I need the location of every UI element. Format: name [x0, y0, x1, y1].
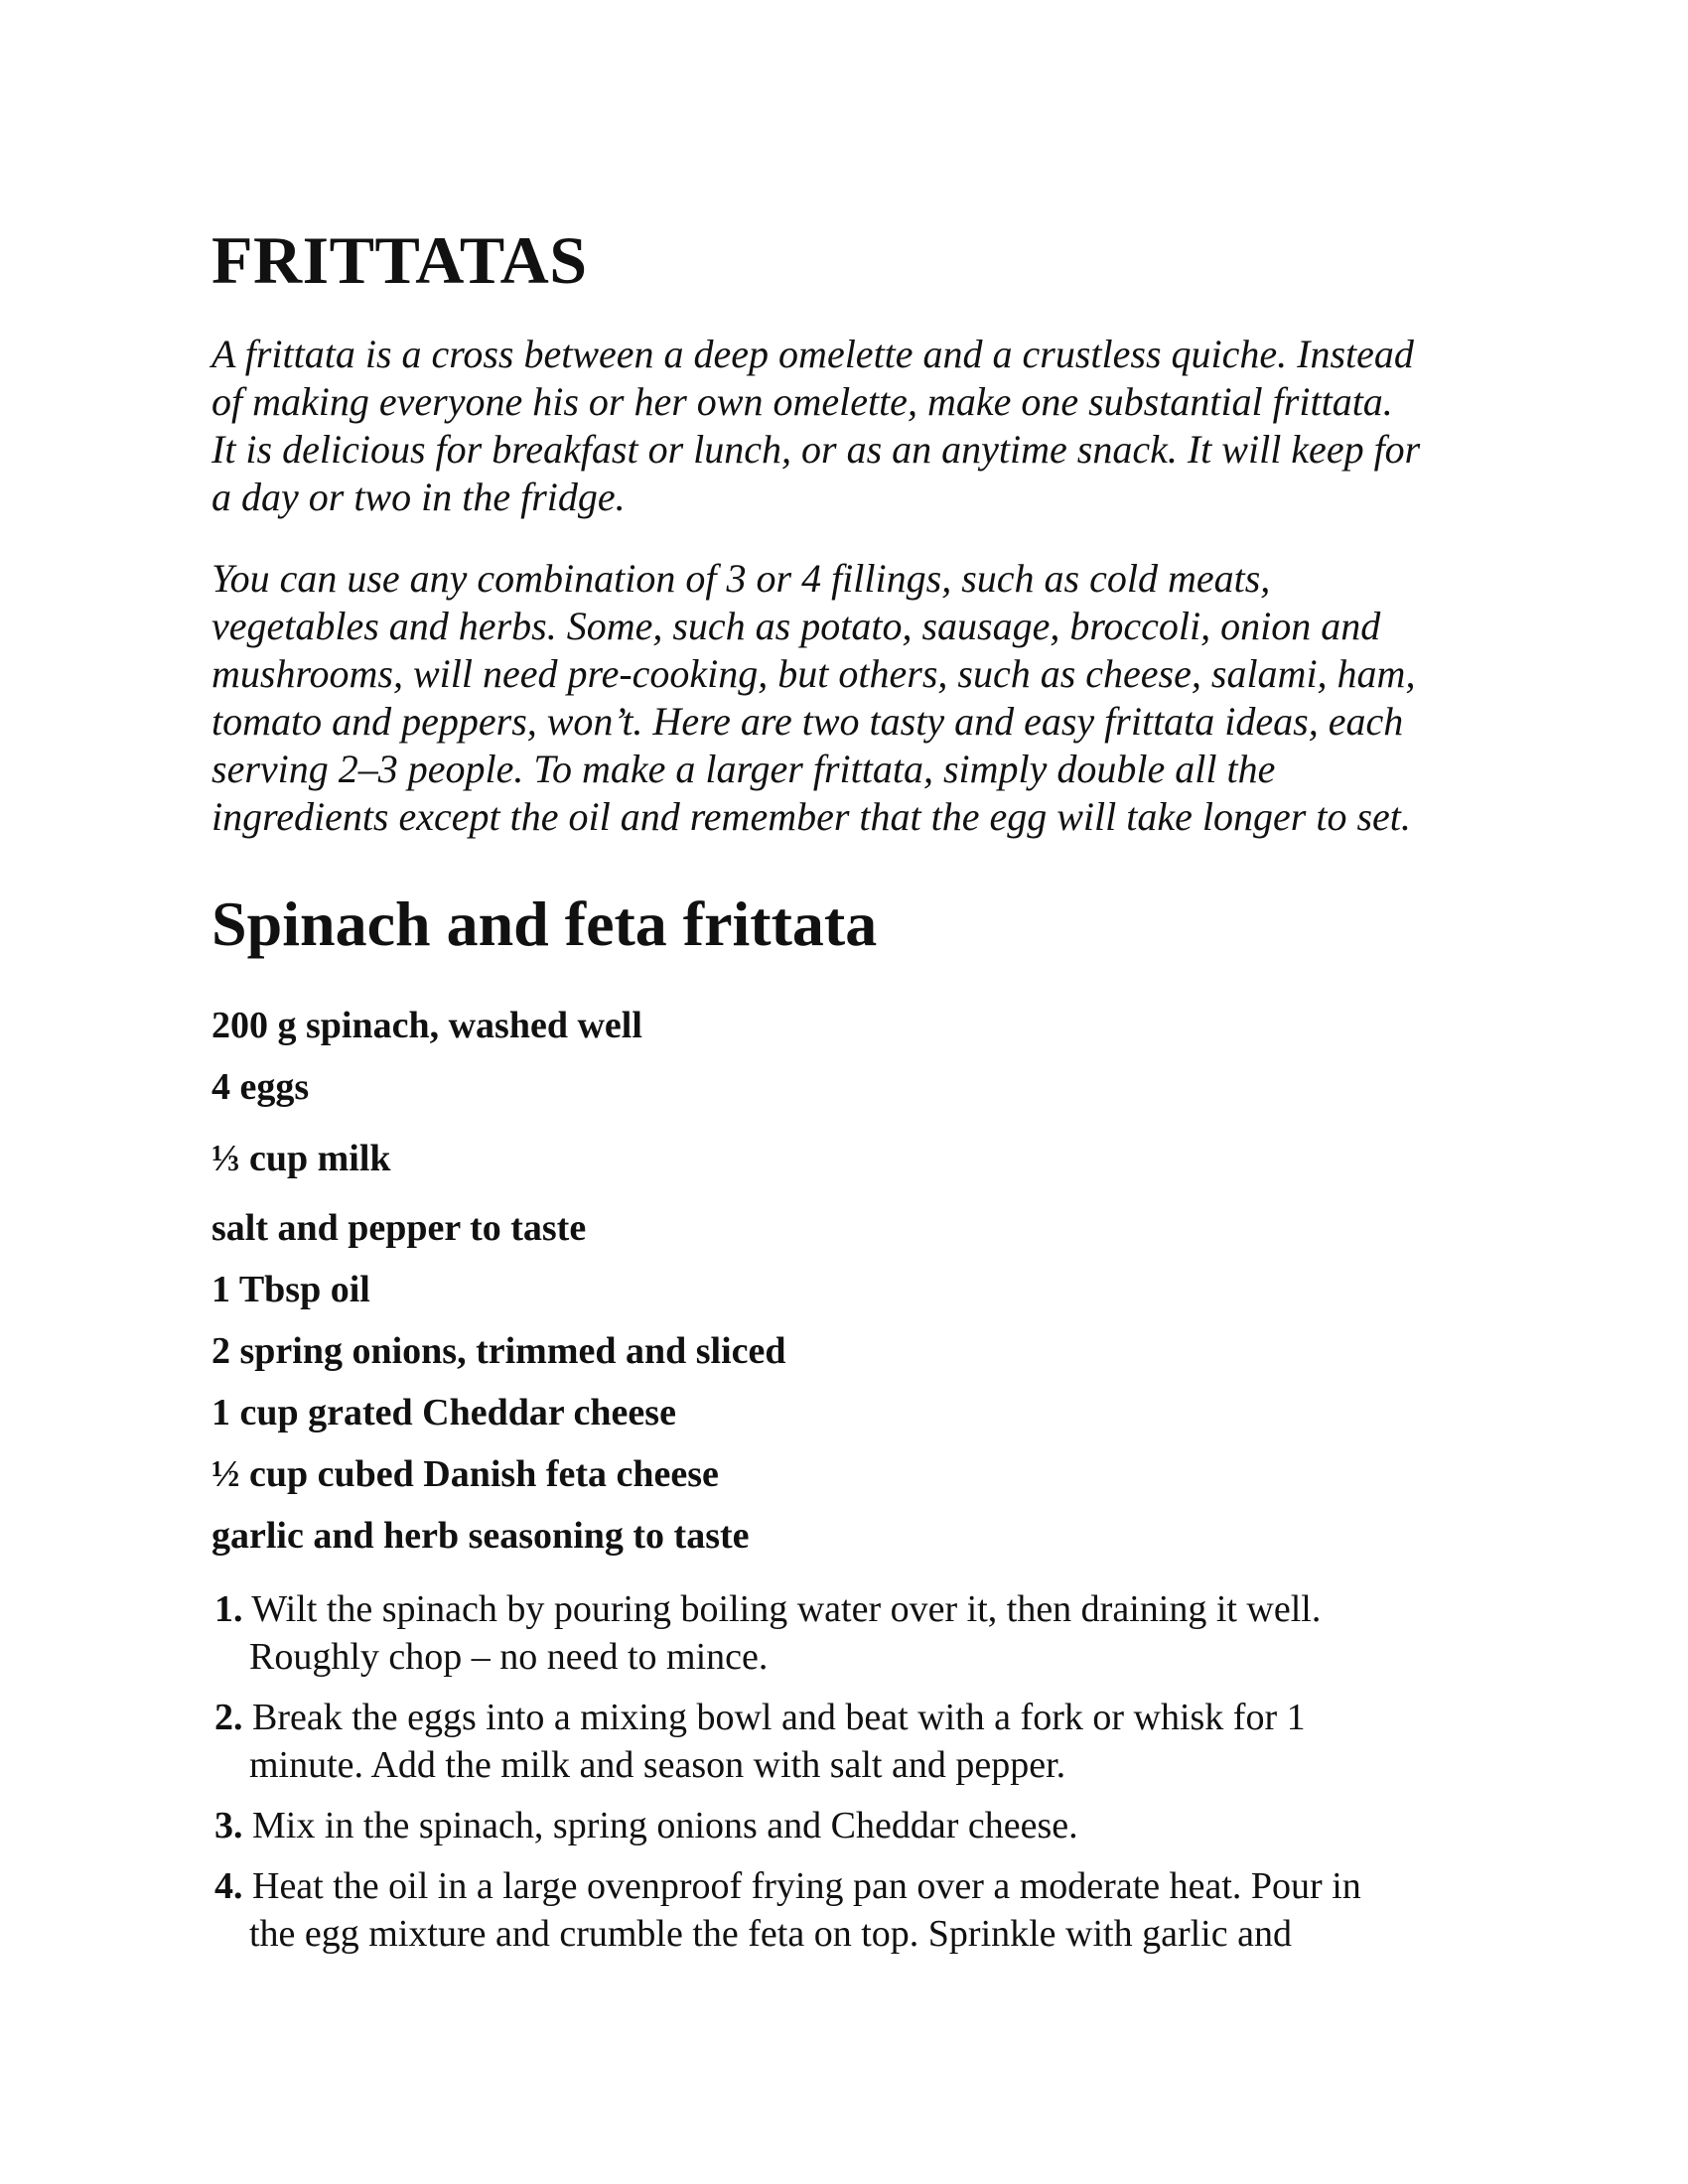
ingredient-item: 200 g spinach, washed well [211, 1005, 642, 1046]
step-number: 2. [214, 1697, 243, 1738]
step-line: the egg mixture and crumble the feta on top. Sprinkle with garlic and [249, 1913, 1292, 1955]
intro-line: ingredients except the oil and remember that the egg will take longer to set. [211, 794, 1411, 839]
step-item [211, 1802, 1502, 1849]
ingredient-item: ⅓ cup milk [211, 1138, 391, 1179]
intro-paragraph-2 [211, 555, 1502, 841]
step-number: 3. [214, 1805, 243, 1846]
document-page [211, 222, 1502, 1971]
intro-line: mushrooms, will need pre-cooking, but others, such as cheese, salami, ham, [211, 651, 1416, 696]
recipe-title: Spinach and feta frittata [211, 888, 878, 959]
ingredient-item: 1 Tbsp oil [211, 1269, 370, 1310]
step-line: minute. Add the milk and season with salt and pepper. [249, 1744, 1066, 1786]
step-number: 1. [214, 1588, 243, 1630]
step-number: 4. [214, 1865, 243, 1907]
ingredient-item: 1 cup grated Cheddar cheese [211, 1392, 676, 1433]
step-item [211, 1862, 1502, 1958]
intro-line: It is delicious for breakfast or lunch, or as an anytime snack. It will keep for [211, 427, 1421, 472]
intro-line: A frittata is a cross between a deep omelette and a crustless quiche. Instead [211, 332, 1414, 376]
method-steps [211, 1585, 1502, 1958]
ingredient-item: 4 eggs [211, 1066, 310, 1108]
intro-line: serving 2–3 people. To make a larger frittata, simply double all the [211, 747, 1276, 791]
step-line: Mix in the spinach, spring onions and Cheddar cheese. [252, 1805, 1078, 1846]
intro-line: of making everyone his or her own omelette, make one substantial frittata. [211, 379, 1393, 424]
ingredient-item: 2 spring onions, trimmed and sliced [211, 1330, 786, 1372]
step-line: Break the eggs into a mixing bowl and beat with a fork or whisk for 1 [252, 1697, 1306, 1738]
intro-line: vegetables and herbs. Some, such as potato, sausage, broccoli, onion and [211, 604, 1381, 648]
intro-line: a day or two in the fridge. [211, 475, 626, 519]
intro-section [211, 331, 1502, 841]
intro-paragraph-1 [211, 331, 1502, 521]
step-line: Heat the oil in a large ovenproof frying pan over a moderate heat. Pour in [252, 1865, 1361, 1907]
ingredient-item: salt and pepper to taste [211, 1207, 587, 1249]
ingredients-list [211, 1004, 1502, 1558]
intro-line: You can use any combination of 3 or 4 fillings, such as cold meats, [211, 556, 1271, 601]
ingredient-item: ½ cup cubed Danish feta cheese [211, 1453, 719, 1495]
ingredient-item: garlic and herb seasoning to taste [211, 1515, 750, 1557]
step-line: Roughly chop – no need to mince. [249, 1636, 769, 1678]
step-item [211, 1585, 1502, 1681]
step-line: Wilt the spinach by pouring boiling water over it, then draining it well. [251, 1588, 1322, 1630]
step-item [211, 1694, 1502, 1789]
intro-line: tomato and peppers, won’t. Here are two tasty and easy frittata ideas, each [211, 699, 1404, 744]
page-title: FRITTATAS [211, 222, 588, 298]
